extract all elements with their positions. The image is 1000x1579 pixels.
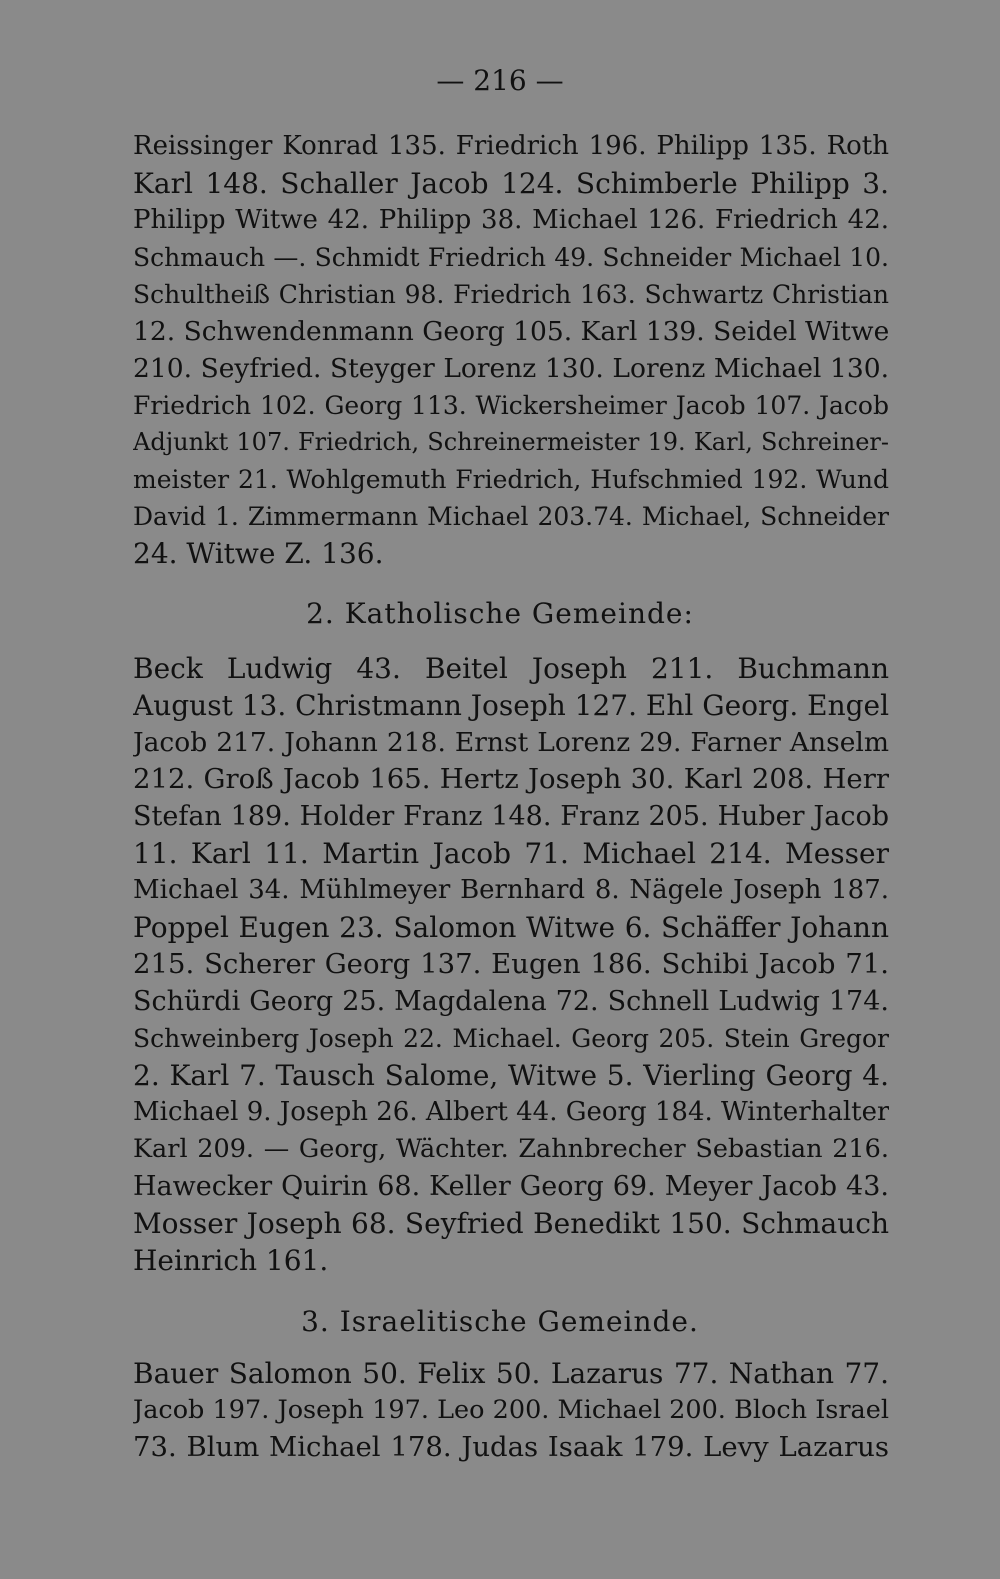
section-heading-israelite: 3. Israelitische Gemeinde. bbox=[301, 1305, 699, 1338]
text-line: David 1. Zimmermann Michael 203.74. Michael, Schneider bbox=[133, 502, 889, 531]
text-line: Karl 209. — Georg, Wächter. Zahnbrecher Sebastian 216. bbox=[133, 1134, 889, 1164]
text-line: Reissinger Konrad 135. Friedrich 196. Philipp 135. Roth bbox=[133, 131, 889, 161]
section-reformed-list bbox=[133, 128, 889, 572]
text-line: August 13. Christmann Joseph 127. Ehl Georg. Engel bbox=[133, 689, 889, 722]
section-catholic-list bbox=[133, 650, 889, 1279]
text-line: Hawecker Quirin 68. Keller Georg 69. Meyer Jacob 43. bbox=[133, 1171, 889, 1202]
text-line: 212. Groß Jacob 165. Hertz Joseph 30. Karl 208. Herr bbox=[133, 763, 889, 795]
text-line: Michael 34. Mühlmeyer Bernhard 8. Nägele Joseph 187. bbox=[133, 875, 889, 905]
text-line: Jacob 217. Johann 218. Ernst Lorenz 29. Farner Anselm bbox=[133, 727, 889, 758]
text-line: 24. Witwe Z. 136. bbox=[133, 537, 384, 570]
text-line: Schweinberg Joseph 22. Michael. Georg 205. Stein Gregor bbox=[133, 1024, 889, 1053]
text-line: 73. Blum Michael 178. Judas Isaak 179. Levy Lazarus bbox=[133, 1431, 889, 1463]
text-line: 215. Scherer Georg 137. Eugen 186. Schibi Jacob 71. bbox=[133, 948, 889, 980]
text-line: Adjunkt 107. Friedrich, Schreinermeister 19. Karl, Schreiner- bbox=[133, 428, 889, 456]
text-line: Schmauch —. Schmidt Friedrich 49. Schneider Michael 10. bbox=[133, 243, 889, 272]
text-line: Poppel Eugen 23. Salomon Witwe 6. Schäffer Johann bbox=[133, 911, 889, 944]
text-line: Bauer Salomon 50. Felix 50. Lazarus 77. Nathan 77. bbox=[133, 1357, 889, 1390]
text-line: Philipp Witwe 42. Philipp 38. Michael 126. Friedrich 42. bbox=[133, 205, 889, 235]
text-line: Schürdi Georg 25. Magdalena 72. Schnell Ludwig 174. bbox=[133, 986, 889, 1017]
text-line: Friedrich 102. Georg 113. Wickersheimer Jacob 107. Jacob bbox=[133, 391, 889, 420]
text-line: Michael 9. Joseph 26. Albert 44. Georg 184. Winterhalter bbox=[133, 1097, 889, 1127]
text-line: 11. Karl 11. Martin Jacob 71. Michael 214. Messer bbox=[133, 837, 889, 870]
section-israelite-list bbox=[133, 1355, 889, 1466]
text-line: Beck Ludwig 43. Beitel Joseph 211. Buchmann bbox=[133, 652, 889, 685]
text-line: Mosser Joseph 68. Seyfried Benedikt 150. Schmauch bbox=[133, 1207, 889, 1240]
text-line: 210. Seyfried. Steyger Lorenz 130. Lorenz Michael 130. bbox=[133, 353, 889, 384]
text-line: 12. Schwendenmann Georg 105. Karl 139. Seidel Witwe bbox=[133, 316, 889, 347]
section-heading-catholic: 2. Katholische Gemeinde: bbox=[306, 597, 694, 630]
page-number: — 216 — bbox=[436, 64, 564, 97]
text-line: Stefan 189. Holder Franz 148. Franz 205. Huber Jacob bbox=[133, 801, 889, 832]
text-line: Heinrich 161. bbox=[133, 1244, 329, 1277]
text-line: Jacob 197. Joseph 197. Leo 200. Michael 200. Bloch Israel bbox=[133, 1395, 889, 1425]
text-line: Karl 148. Schaller Jacob 124. Schimberle Philipp 3. bbox=[133, 167, 889, 200]
text-line: 2. Karl 7. Tausch Salome, Witwe 5. Vierling Georg 4. bbox=[133, 1059, 889, 1092]
text-line: Schultheiß Christian 98. Friedrich 163. Schwartz Christian bbox=[133, 280, 889, 309]
text-line: meister 21. Wohlgemuth Friedrich, Hufschmied 192. Wund bbox=[133, 465, 889, 494]
